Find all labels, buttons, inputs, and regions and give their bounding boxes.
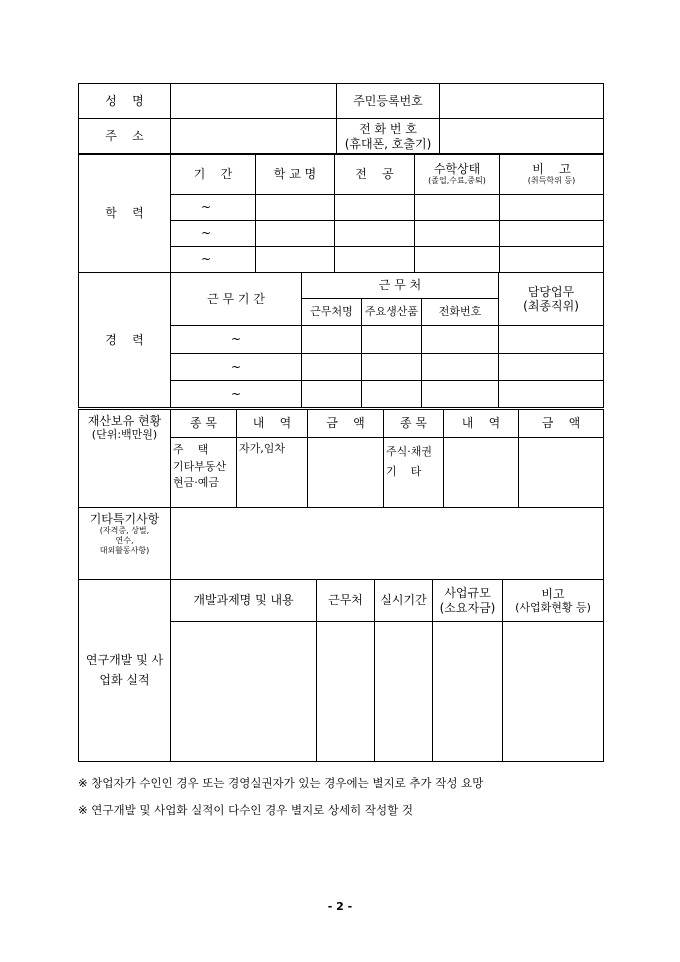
edu-status-field[interactable] [415,247,500,273]
career-phone-field[interactable] [422,326,499,354]
career-duty-field[interactable] [499,381,604,408]
rnd-scale-field[interactable] [433,622,503,762]
rnd-scale-sublabel: (소요자금) [439,600,496,615]
asset-item-other: 기 타 [386,464,422,478]
career-workplace-header: 근 무 처 [302,273,499,299]
career-period-field[interactable]: ~ [171,354,302,381]
edu-school-field[interactable] [256,195,335,221]
career-product-field[interactable] [362,354,422,381]
career-product-field[interactable] [362,326,422,354]
assets-header-detail: 내 역 [237,410,308,438]
edu-major-field[interactable] [335,195,415,221]
edu-header-remark [500,154,604,195]
edu-period-field[interactable]: ~ [171,221,256,247]
assets-items-left [171,438,237,508]
edu-status-sublabel: (졸업,수료,중퇴) [428,176,486,186]
assets-unit: (단위:백만원) [91,428,158,442]
assets-label-cell [79,410,171,508]
edu-school-field[interactable] [256,247,335,273]
assets-header-amount: 금 액 [308,410,384,438]
assets-label: 재산보유 현황 [87,414,162,428]
education-label: 학 력 [79,154,171,273]
asset-item-house: 주 택 [173,443,209,456]
edu-remark-field[interactable] [500,247,604,273]
career-workplace-field[interactable] [302,354,362,381]
career-period-field[interactable]: ~ [171,381,302,408]
rnd-header-remark [503,580,604,622]
edu-remark-field[interactable] [500,195,604,221]
edu-period-field[interactable]: ~ [171,195,256,221]
rrn-field[interactable] [440,84,604,119]
edu-status-field[interactable] [415,221,500,247]
special-field[interactable] [171,508,604,580]
assets-header-type: 종 목 [171,410,237,438]
address-field[interactable] [171,119,337,155]
name-label: 성 명 [79,84,171,119]
career-duty-field[interactable] [499,326,604,354]
assets-table [78,409,604,508]
edu-header-school: 학 교 명 [256,154,335,195]
career-label: 경 력 [79,273,171,408]
asset-item-stocks: 주식·채권 [386,445,433,458]
assets-section [78,409,604,508]
assets-items-right [384,438,444,508]
asset-item-cash: 현금·예금 [173,476,220,489]
rnd-header-workplace: 근무처 [317,580,375,622]
career-duty-field[interactable] [499,354,604,381]
edu-remark-sublabel: (취득학위 등) [527,176,576,186]
career-duty-label: 담당업무 [527,284,575,299]
asset-detail-house: 자가,임차 [239,442,286,455]
career-period-field[interactable]: ~ [171,326,302,354]
rnd-remark-label: 비고 [541,586,565,601]
assets-detail-left[interactable] [237,438,308,508]
edu-header-status [415,154,500,195]
phone-sublabel: (휴대폰, 호출기) [344,136,432,151]
edu-header-major: 전 공 [335,154,415,195]
rnd-workplace-field[interactable] [317,622,375,762]
edu-status-field[interactable] [415,195,500,221]
special-sub-1: (자격증, 상벌, [99,526,150,536]
education-section [78,153,604,273]
rnd-header-project: 개발과제명 및 내용 [171,580,317,622]
edu-period-field[interactable]: ~ [171,247,256,273]
edu-remark-field[interactable] [500,221,604,247]
personal-info-section [78,83,604,155]
rnd-header-scale [433,580,503,622]
page-number: - 2 - [327,900,353,913]
special-sub-2: 연수, [115,535,134,545]
career-phone-header: 전화번호 [422,299,499,326]
special-table [78,507,604,580]
phone-field[interactable] [440,119,604,155]
edu-major-field[interactable] [335,247,415,273]
rnd-remark-field[interactable] [503,622,604,762]
rrn-label: 주민등록번호 [337,84,440,119]
rnd-section [78,579,604,762]
career-product-header: 주요생산품 [362,299,422,326]
career-table [78,272,604,408]
career-workplace-name-header: 근무처명 [302,299,362,326]
special-label: 기타특기사항 [89,512,160,526]
note-1: ※ 창업자가 수인인 경우 또는 경영실권자가 있는 경우에는 별지로 추가 작성 요망 [78,776,484,790]
rnd-project-field[interactable] [171,622,317,762]
career-duty-header [499,273,604,326]
phone-label: 전 화 번 호 [359,122,417,137]
career-workplace-field[interactable] [302,381,362,408]
edu-header-period: 기 간 [171,154,256,195]
assets-amount-left[interactable] [308,438,384,508]
address-label: 주 소 [79,119,171,155]
rnd-header-period: 실시기간 [375,580,433,622]
phone-label-cell [337,119,440,155]
special-label-cell [79,508,171,580]
personal-info-table [78,83,604,155]
edu-major-field[interactable] [335,221,415,247]
assets-detail-right[interactable] [444,438,519,508]
rnd-period-field[interactable] [375,622,433,762]
assets-header-type-2: 종 목 [384,410,444,438]
special-sub-3: 대외활동사항) [99,545,150,555]
assets-header-amount-2: 금 액 [519,410,604,438]
edu-school-field[interactable] [256,221,335,247]
career-workplace-field[interactable] [302,326,362,354]
assets-amount-right[interactable] [519,438,604,508]
rnd-remark-sublabel: (사업화현황 등) [515,601,591,615]
note-2: ※ 연구개발 및 사업화 실적이 다수인 경우 별지로 상세히 작성할 것 [78,803,414,817]
rnd-table [78,579,604,762]
career-phone-field[interactable] [422,354,499,381]
career-duty-sublabel: (최종직위) [523,299,579,313]
rnd-scale-label: 사업규모 [444,586,491,601]
career-product-field[interactable] [362,381,422,408]
special-section [78,507,604,580]
assets-header-detail-2: 내 역 [444,410,519,438]
edu-status-label: 수학상태 [433,162,481,176]
rnd-label: 연구개발 및 사업화 실적 [79,580,171,762]
career-phone-field[interactable] [422,381,499,408]
career-section [78,272,604,408]
edu-remark-label: 비 고 [532,162,571,176]
name-field[interactable] [171,84,337,119]
education-table [78,153,604,273]
career-period-header: 근 무 기 간 [171,273,302,326]
asset-item-realestate: 기타부동산 [173,459,227,473]
